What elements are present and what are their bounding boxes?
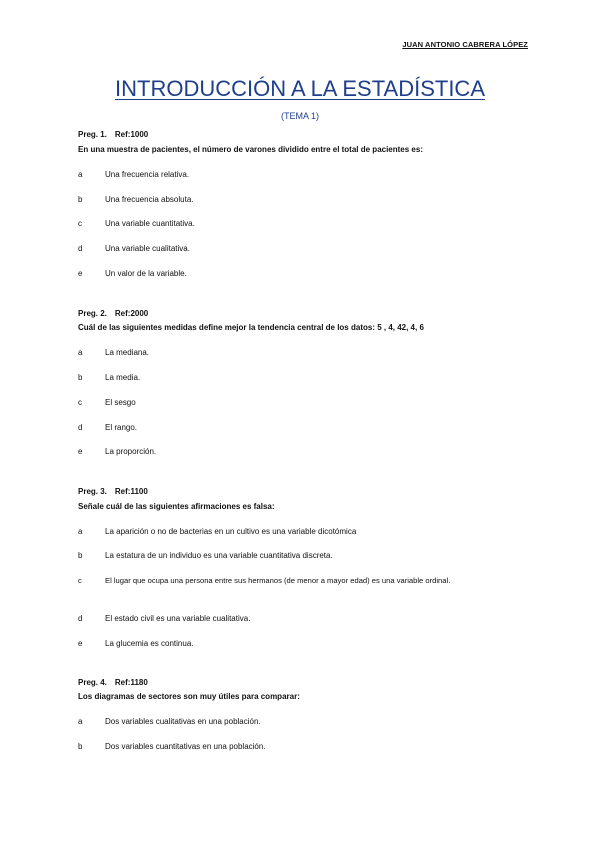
option-text: El rango. — [105, 423, 138, 432]
option-letter: e — [78, 447, 83, 456]
question-number: Preg. 1. — [78, 130, 107, 139]
option-letter: d — [78, 244, 83, 253]
option-letter: b — [78, 742, 83, 751]
option-letter: c — [78, 219, 82, 228]
page-subtitle: (TEMA 1) — [280, 111, 319, 121]
question-1-header — [78, 130, 148, 139]
option-text: La glucemia es continua. — [105, 639, 194, 648]
option-text: El estado civil es una variable cualitativa. — [105, 614, 251, 623]
question-ref: Ref:1100 — [114, 487, 148, 496]
option-letter: e — [78, 269, 83, 278]
option-letter: e — [78, 639, 83, 648]
option-letter: b — [78, 551, 83, 560]
option-letter: a — [78, 348, 83, 357]
option-row — [78, 614, 250, 623]
question-1-text: En una muestra de pacientes, el número de varones dividido entre el total de pacientes es: — [78, 145, 423, 154]
option-letter: d — [78, 423, 83, 432]
page-title: INTRODUCCIÓN A LA ESTADÍSTICA — [115, 76, 485, 101]
option-text: Una frecuencia relativa. — [105, 170, 190, 179]
option-letter: a — [78, 170, 83, 179]
question-ref: Ref:2000 — [114, 309, 149, 318]
question-ref: Ref:1180 — [114, 678, 148, 687]
question-3-text: Señale cuál de las siguientes afirmaciones es falsa: — [78, 502, 275, 511]
question-2-text: Cuál de las siguientes medidas define mejor la tendencia central de los datos: 5 , 4, 42, 4, 6 — [78, 323, 424, 332]
question-number: Preg. 4. — [78, 678, 107, 687]
option-letter: d — [78, 614, 83, 623]
option-row — [78, 527, 356, 536]
option-text: El sesgo — [105, 398, 136, 407]
option-text: La proporción. — [105, 447, 157, 456]
question-3-header — [78, 487, 148, 496]
option-text: La aparición o no de bacterias en un cultivo es una variable dicotómica — [105, 527, 357, 536]
option-letter: b — [78, 373, 83, 382]
question-number: Preg. 3. — [78, 487, 107, 496]
option-row — [78, 244, 190, 253]
question-ref: Ref:1000 — [114, 130, 149, 139]
option-row — [78, 348, 149, 357]
option-text: La estatura de un individuo es una variable cuantitativa discreta. — [105, 551, 333, 560]
author-name: JUAN ANTONIO CABRERA LÓPEZ — [402, 40, 528, 49]
option-row — [78, 423, 137, 432]
question-4-header — [78, 678, 148, 687]
question-2-header — [78, 309, 148, 318]
option-row — [78, 219, 195, 228]
option-text: Una variable cualitativa. — [105, 244, 190, 253]
option-text: Un valor de la variable. — [105, 269, 187, 278]
option-text: Dos variables cualitativas en una población. — [105, 717, 261, 726]
option-row — [78, 269, 187, 278]
option-row — [78, 373, 140, 382]
option-letter: a — [78, 717, 83, 726]
option-row — [78, 717, 261, 726]
option-row — [78, 742, 266, 751]
question-number: Preg. 2. — [78, 309, 107, 318]
option-text: La media. — [105, 373, 141, 382]
option-letter: a — [78, 527, 83, 536]
option-row — [78, 639, 194, 648]
option-text: Dos variables cuantitativas en una población. — [105, 742, 266, 751]
option-letter: c — [78, 576, 82, 585]
option-text: Una frecuencia absoluta. — [105, 195, 194, 204]
question-4-text: Los diagramas de sectores son muy útiles para comparar: — [78, 692, 300, 701]
option-text: Una variable cuantitativa. — [105, 219, 195, 228]
option-text: El lugar que ocupa una persona entre sus hermanos (de menor a mayor edad) es una variable ordinal. — [105, 576, 451, 585]
option-row — [78, 576, 450, 585]
option-row — [78, 398, 136, 407]
option-letter: b — [78, 195, 83, 204]
option-letter: c — [78, 398, 82, 407]
option-text: La mediana. — [105, 348, 150, 357]
option-row — [78, 447, 156, 456]
option-row — [78, 195, 194, 204]
option-row — [78, 170, 189, 179]
option-row — [78, 551, 333, 560]
